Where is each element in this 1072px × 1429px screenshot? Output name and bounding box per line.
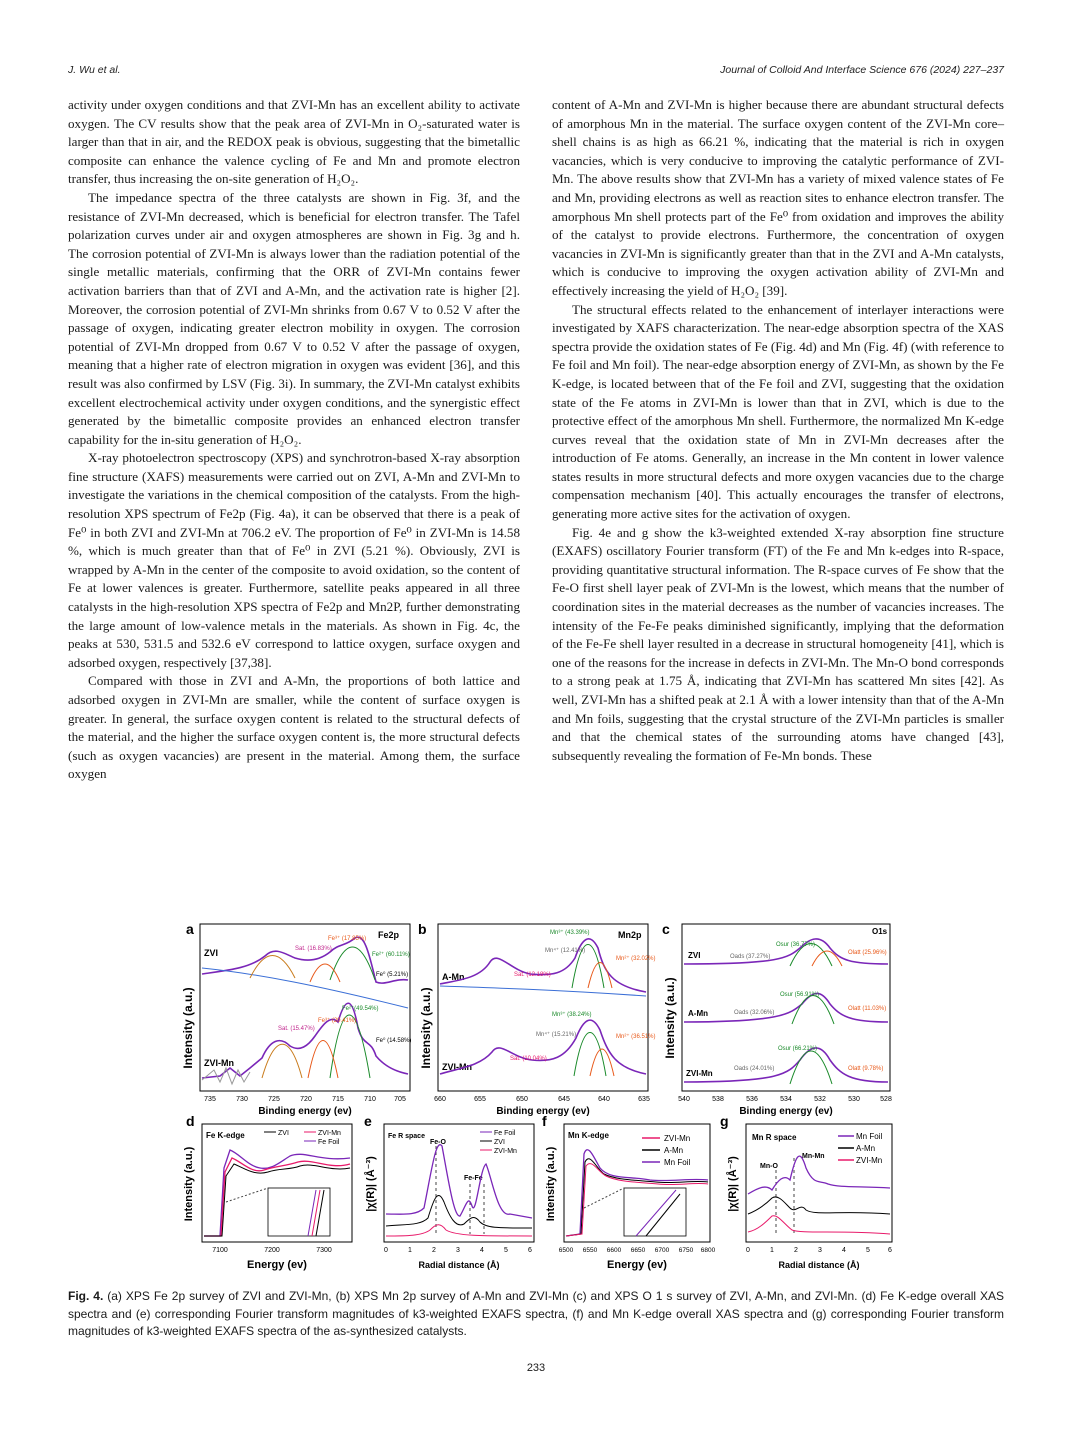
panel-g-ticks (746, 1247, 892, 1254)
svg-text:720: 720 (300, 1096, 312, 1103)
panel-g-legend (838, 1132, 882, 1165)
right-column (552, 96, 1004, 765)
panel-b-label-mn2-amn: Mn²⁺ (32.02%) (616, 956, 656, 962)
panel-d-inset-guide (226, 1188, 268, 1202)
panel-a-zvi-sat (250, 956, 295, 979)
svg-text:7200: 7200 (264, 1247, 280, 1254)
svg-text:6500: 6500 (558, 1247, 574, 1254)
svg-text:655: 655 (474, 1096, 486, 1103)
panel-c-ticks (678, 1096, 892, 1103)
panel-d-ylabel: Intensity (a.u.) (183, 1146, 195, 1222)
panel-c (662, 921, 892, 1117)
svg-text:534: 534 (780, 1096, 792, 1103)
svg-text:2: 2 (794, 1247, 798, 1254)
panel-a-row-zvi: ZVI (204, 948, 219, 958)
svg-text:3: 3 (818, 1247, 822, 1254)
svg-text:715: 715 (332, 1096, 344, 1103)
panel-f-ylabel: Intensity (a.u.) (545, 1146, 557, 1222)
svg-text:7100: 7100 (212, 1247, 228, 1254)
panel-c-label-olatt-zvi: Olatt (25.96%) (848, 950, 887, 956)
svg-text:1: 1 (408, 1247, 412, 1254)
panel-b-label-sat-amn: Sat. (12.18%) (514, 972, 551, 978)
svg-text:0: 0 (746, 1247, 750, 1254)
svg-text:730: 730 (236, 1096, 248, 1103)
svg-text:705: 705 (394, 1096, 406, 1103)
panel-c-label-oads-amn: Oads (32.06%) (734, 1010, 775, 1016)
left-paragraph-4: Compared with those in ZVI and A-Mn, the proportions of both lattice and adsorbed oxygen in ZVI-Mn are smaller, while the content of surface oxygen is greater. In general, the surface oxygen content is related to the structural defects of the material, and the higher the surface oxygen content is, the more structural defects (such as oxygen vacancies) are present in the material. Among them, the surface oxygen (68, 673, 520, 782)
svg-text:538: 538 (712, 1096, 724, 1103)
svg-text:1: 1 (770, 1247, 774, 1254)
svg-text:536: 536 (746, 1096, 758, 1103)
panel-b-amn-envelope (440, 939, 646, 992)
panel-b-label-mn2-zvimn: Mn²⁺ (36.51%) (616, 1034, 656, 1040)
svg-text:6650: 6650 (630, 1247, 646, 1254)
svg-text:540: 540 (678, 1096, 690, 1103)
panel-c-label-osur-zvi: Osur (36.77%) (776, 942, 816, 948)
panel-g-xlabel: Radial distance (Å) (778, 1260, 860, 1270)
panel-a-ylabel: Intensity (a.u.) (181, 987, 195, 1069)
svg-text:0: 0 (384, 1247, 388, 1254)
panel-g-peak-mno: Mn-O (760, 1163, 778, 1170)
svg-text:Fe Foil: Fe Foil (318, 1139, 340, 1146)
left-paragraph-2: The impedance spectra of the three catalysts are shown in Fig. 3f, and the resistance of ZVI-Mn decreased, which is beneficial for electron transfer. The Tafel polarization curves under air and oxygen atmospheres are shown in Fig. 3g and h. The corrosion potential of ZVI-Mn is always lower than the radiation potential of the single metallic materials, confirming that the ORR of ZVI-Mn contains fewer activation barriers than that of ZVI and A-Mn, and the activation rate is higher [2]. Moreover, the corrosion potential of ZVI-Mn shrinks from 0.67 V to 0.52 V after the passage of oxygen, indicating greater electron mobility in oxygen. The corrosion potential of ZVI-Mn dropped from 0.67 V to 0.52 V after the passage of oxygen, meaning that a higher rate of electron migration in oxygen was evident [36], and this result was also confirmed by LSV (Fig. 3i). In summary, the ZVI-Mn catalyst exhibits excellent electrochemical activity under oxygen conditions, and the synergistic effect generated by the bimetallic composite provides an enhanced electron transfer capability for the in-situ generation of H₂O₂. (68, 189, 520, 447)
svg-text:6700: 6700 (654, 1247, 670, 1254)
svg-text:6: 6 (528, 1247, 532, 1254)
panel-b-ylabel: Intensity (a.u.) (419, 987, 433, 1069)
panel-e-peak-feo: Fe-O (430, 1139, 446, 1146)
svg-text:6: 6 (888, 1247, 892, 1254)
panel-letter-f: f (542, 1113, 547, 1129)
panel-b-xlabel: Binding energy (ev) (496, 1106, 590, 1117)
panel-letter-c: c (662, 921, 670, 937)
panel-d (183, 1113, 352, 1271)
panel-e-zvi-line (386, 1195, 532, 1228)
panel-c-ylabel: Intensity (a.u.) (663, 977, 677, 1059)
panel-a-ticks (204, 1096, 406, 1103)
panel-c-row-amn: A-Mn (688, 1009, 708, 1018)
panel-a-row-zvimn: ZVI-Mn (204, 1058, 234, 1068)
caption-label: Fig. 4. (68, 1289, 104, 1303)
left-paragraph-1: activity under oxygen conditions and that ZVI-Mn has an excellent ability to activate oxygen. The CV results show that the peak area of ZVI-Mn in O₂-saturated water is larger than that in air, and the REDOX peak is obvious, suggesting that the bimetallic composite can enhance the valence cycling of Fe and Mn and promote electron transfer, thus increasing the on-site generation of H₂O₂. (68, 97, 520, 187)
svg-text:A-Mn: A-Mn (664, 1146, 684, 1155)
panel-g-zvimn-line (748, 1216, 890, 1234)
svg-text:735: 735 (204, 1096, 216, 1103)
panel-c-label-osur-amn: Osur (56.91%) (780, 992, 820, 998)
caption-text: (a) XPS Fe 2p survey of ZVI and ZVI-Mn, (b) XPS Mn 2p survey of A-Mn and ZVI-Mn (c) and XPS O 1 s survey of ZVI, A-Mn, and ZVI-Mn. (d) Fe K-edge overall XAS spectra and (e) corresponding Fourier transform magnitudes of k3-weighted EXAFS spectra, (f) and Mn K-edge overall XAS spectra and (g) corresponding Fourier transform magnitudes of k3-weighted EXAFS spectra of the as-synthesized catalysts. (68, 1289, 1005, 1338)
running-header-authors: J. Wu et al. (68, 64, 121, 76)
panel-letter-g: g (720, 1113, 729, 1129)
panel-b-label-mn4-amn: Mn⁴⁺ (12.41%) (545, 948, 586, 954)
svg-text:Mn Foil: Mn Foil (664, 1158, 691, 1167)
panel-a-label-fe0-zvi: Fe⁰ (5.21%) (376, 972, 409, 978)
panel-g (720, 1113, 892, 1270)
panel-letter-a: a (186, 921, 194, 937)
page-number: 233 (526, 1362, 546, 1374)
svg-text:6550: 6550 (582, 1247, 598, 1254)
panel-c-label-oads-zvimn: Oads (24.01%) (734, 1066, 775, 1072)
svg-text:5: 5 (866, 1247, 870, 1254)
panel-letter-b: b (418, 921, 427, 937)
panel-e-tag: Fe R space (388, 1133, 425, 1140)
panel-b-zvimn-mn3 (574, 1033, 606, 1077)
panel-a-label-sat-zvi: Sat. (16.83%) (295, 946, 332, 952)
svg-text:532: 532 (814, 1096, 826, 1103)
svg-text:ZVI-Mn: ZVI-Mn (856, 1156, 883, 1165)
panel-f (542, 1113, 716, 1271)
panel-b-label-mn3-zvimn: Mn³⁺ (38.24%) (552, 1012, 592, 1018)
svg-text:7300: 7300 (316, 1247, 332, 1254)
svg-text:4: 4 (480, 1247, 484, 1254)
panel-a-label-fe0-zvimn: Fe⁰ (14.58%) (376, 1038, 412, 1044)
panel-a-label-sat-zvimn: Sat. (15.47%) (278, 1026, 315, 1032)
left-column (68, 96, 520, 784)
svg-text:ZVI-Mn: ZVI-Mn (494, 1148, 517, 1155)
panel-e-zvimn-line (386, 1225, 532, 1236)
svg-text:530: 530 (848, 1096, 860, 1103)
svg-text:ZVI: ZVI (494, 1139, 505, 1146)
right-paragraph-2: The structural effects related to the enhancement of interlayer interactions were investigated by XAFS characterization. The near-edge absorption spectra of the XAS spectra provide the oxidation states of Fe (Fig. 4d) and Mn (Fig. 4f) (with reference to Fe foil and Mn foil). The near-edge absorption energy of ZVI-Mn, as shown by the Fe K-edge, is located between that of the Fe foil and ZVI, suggesting that the oxidation state of the Fe atoms in ZVI-Mn is lower than that in ZVI, which is due to the protective effect of the amorphous Mn shell. Furthermore, the normalized Mn K-edge curves reveal that the oxidation state of Mn in ZVI-Mn decreases after the introduction of Fe atoms. Generally, an increase in the Mn content in lower valence states results in more structural defects and more oxygen vacancies due to the charge compensation mechanism [40]. This actually encourages the transfer of electrons, generating more active sites for the activation of oxygen. (552, 301, 1004, 522)
svg-text:725: 725 (268, 1096, 280, 1103)
panel-e-ylabel: |χ(R)| (Å⁻³) (365, 1156, 377, 1212)
panel-a-tag: Fe2p (378, 930, 400, 940)
svg-text:6800: 6800 (700, 1247, 716, 1254)
svg-text:3: 3 (456, 1247, 460, 1254)
panel-g-peak-mnmn: Mn-Mn (802, 1153, 825, 1160)
panel-a-label-fe2-zvi: Fe²⁺ (60.11%) (372, 952, 410, 958)
panel-d-tag: Fe K-edge (206, 1131, 245, 1140)
panel-c-row-zvimn: ZVI-Mn (686, 1069, 713, 1078)
panel-letter-e: e (364, 1113, 372, 1129)
svg-text:6600: 6600 (606, 1247, 622, 1254)
panel-c-row-zvi: ZVI (688, 951, 701, 960)
figure-caption (68, 1288, 1004, 1341)
svg-text:ZVI-Mn: ZVI-Mn (318, 1130, 341, 1137)
panel-b-label-sat-zvimn: Sat. (10.04%) (510, 1056, 547, 1062)
panel-e-peak-fefe: Fe-Fe (464, 1175, 483, 1182)
panel-d-ticks (212, 1247, 332, 1254)
panel-a-label-fe3-zvimn: Fe³⁺ (20.41%) (318, 1018, 357, 1024)
panel-c-zvi-olatt (812, 951, 842, 966)
svg-text:A-Mn: A-Mn (856, 1144, 876, 1153)
panel-c-label-olatt-zvimn: Olatt (9.78%) (848, 1066, 884, 1072)
svg-text:4: 4 (842, 1247, 846, 1254)
panel-d-inset (268, 1188, 330, 1236)
panel-b-ticks (434, 1096, 650, 1103)
panel-a-xlabel: Binding energy (ev) (258, 1106, 352, 1117)
panel-c-zvimn-osur (790, 1051, 832, 1084)
panel-b-row-amn: A-Mn (442, 972, 465, 982)
panel-c-label-olatt-amn: Olatt (11.03%) (848, 1006, 887, 1012)
running-header-journal: Journal of Colloid And Interface Science 676 (2024) 227–237 (720, 64, 1004, 76)
svg-text:640: 640 (598, 1096, 610, 1103)
right-paragraph-3: Fig. 4e and g show the k3-weighted extended X-ray absorption fine structure (EXAFS) oscillatory Fourier transform (FT) of the Fe and Mn k-edges into R-space, providing quantitative structural information. The R-space curves of Fe show that the Fe-O first shell layer peak of ZVI-Mn is the lowest, which means that the number of coordination sites in the material decreases as the number of vacancies increases. The intensity of the Fe-Fe peaks diminished significantly, implying that the deformation of the Fe-Fe shell layer resulted in a decrease in structural homogeneity [41], which is one of the reasons for the increase in defects in ZVI-Mn. The Mn-O bond corresponds to a strong peak at 1.75 Å, indicating that ZVI-Mn has scattered Mn sites [42]. As well, ZVI-Mn has a shifted peak at 2.1 Å with a lower intensity than that of the A-Mn and Mn foils, suggesting that the crystal structure of the ZVI-Mn particles is smaller and that the chemical states of the surrounding atoms have changed [43], subsequently revealing the formation of Fe-Mn bonds. These (552, 524, 1004, 763)
panel-e-ticks (384, 1247, 532, 1254)
svg-text:ZVI: ZVI (278, 1130, 289, 1137)
panel-b (418, 921, 656, 1117)
panel-a-zvimn-fe3 (308, 1041, 338, 1079)
panel-e-legend (480, 1130, 517, 1155)
panel-a-label-fe2-zvimn: Fe²⁺(49.54%) (342, 1006, 379, 1012)
figure-4 (180, 918, 894, 1278)
panel-b-row-zvimn: ZVI-Mn (442, 1062, 472, 1072)
panel-f-legend (642, 1134, 690, 1167)
left-paragraph-3: X-ray photoelectron spectroscopy (XPS) and synchrotron-based X-ray absorption fine structure (XAFS) measurements were carried out on ZVI, A-Mn and ZVI-Mn to investigate the variations in the chemical composition of the catalysts. From the high-resolution XPS spectrum of Fe2p (Fig. 4a), it can be observed that there is a peak of Fe⁰ in both ZVI and ZVI-Mn at 706.2 eV. The proportion of Fe⁰ in ZVI-Mn is 14.58 %, which is much greater than that of Fe⁰ in ZVI (5.21 %). Obviously, ZVI is wrapped by A-Mn in the center of the composite to avoid oxidation, so the content of Fe at lower valences is greater. Furthermore, satellite peaks appeared in all three catalysts in the high-resolution XPS spectra of Fe2p and Mn2P, further demonstrating the large amount of low-valence metals in the materials. As shown in Fig. 4c, the peaks at 530, 531.5 and 532.6 eV correspond to lattice oxygen, surface oxygen and adsorbed oxygen, respectively [37,38]. (68, 450, 520, 670)
panel-a-zvimn-sat (262, 1044, 302, 1078)
panel-a-label-fe3-zvi: Fe³⁺ (17.85%) (328, 936, 367, 942)
svg-text:635: 635 (638, 1096, 650, 1103)
panel-f-inset-guide (584, 1188, 624, 1208)
panel-g-amn-line (748, 1197, 890, 1214)
panel-c-label-oads-zvi: Oads (37.27%) (730, 954, 771, 960)
panel-f-inset (624, 1188, 686, 1236)
svg-text:Fe Foil: Fe Foil (494, 1130, 516, 1137)
panel-b-zvimn-envelope (440, 1020, 646, 1074)
right-paragraph-1: content of A-Mn and ZVI-Mn is higher because there are abundant structural defects of amorphous Mn in the material. The surface oxygen content of the ZVI-Mn core–shell chains is as high as 66.21 %, indicating that the material is rich in oxygen vacancies, which is very conducive to improving the catalytic performance of ZVI-Mn. The above results show that ZVI-Mn has a variety of mixed valence states of Fe and Mn, providing electrons as well as reaction sites to enhance electron transfer. The amorphous Mn shell protects part of the Fe⁰ from oxidation and improves the ability of the catalyst to provide electrons. Furthermore, the concentration of oxygen vacancies in ZVI-Mn is significantly greater than that in the ZVI and A-Mn catalysts, which is conducive to improving the oxygen activation ability of ZVI-Mn and effectively increasing the yield of H₂O₂ [39]. (552, 97, 1004, 298)
svg-text:5: 5 (504, 1247, 508, 1254)
svg-text:ZVI-Mn: ZVI-Mn (664, 1134, 691, 1143)
panel-c-zvimn-envelope (684, 1048, 888, 1082)
panel-f-xlabel: Energy (ev) (607, 1259, 667, 1271)
panel-f-tag: Mn K-edge (568, 1131, 609, 1140)
panel-g-ylabel: |χ(R)| (Å⁻³) (727, 1156, 739, 1212)
svg-text:660: 660 (434, 1096, 446, 1103)
svg-text:6750: 6750 (678, 1247, 694, 1254)
panel-a (181, 921, 411, 1117)
panel-d-xlabel: Energy (ev) (247, 1259, 307, 1271)
svg-text:528: 528 (880, 1096, 892, 1103)
panel-d-legend (264, 1130, 341, 1146)
panel-b-label-mn4-zvimn: Mn⁴⁺ (15.21%) (536, 1032, 577, 1038)
panel-e-fefoil-line (386, 1145, 532, 1218)
panel-b-label-mn3-amn: Mn³⁺ (43.39%) (550, 930, 590, 936)
panel-c-xlabel: Binding energy (ev) (739, 1106, 833, 1117)
panel-b-tag: Mn2p (618, 930, 642, 940)
panel-e (364, 1113, 534, 1270)
panel-c-tag: O1s (872, 927, 888, 936)
svg-text:Mn Foil: Mn Foil (856, 1132, 883, 1141)
svg-text:710: 710 (364, 1096, 376, 1103)
svg-text:645: 645 (558, 1096, 570, 1103)
panel-g-tag: Mn R space (752, 1133, 797, 1142)
svg-text:650: 650 (516, 1096, 528, 1103)
panel-b-amn-baseline (440, 986, 646, 996)
svg-text:2: 2 (432, 1247, 436, 1254)
panel-e-xlabel: Radial distance (Å) (418, 1260, 500, 1270)
panel-c-label-osur-zvimn: Osur (66.21%) (778, 1046, 818, 1052)
panel-letter-d: d (186, 1113, 195, 1129)
panel-f-ticks (559, 1247, 716, 1254)
